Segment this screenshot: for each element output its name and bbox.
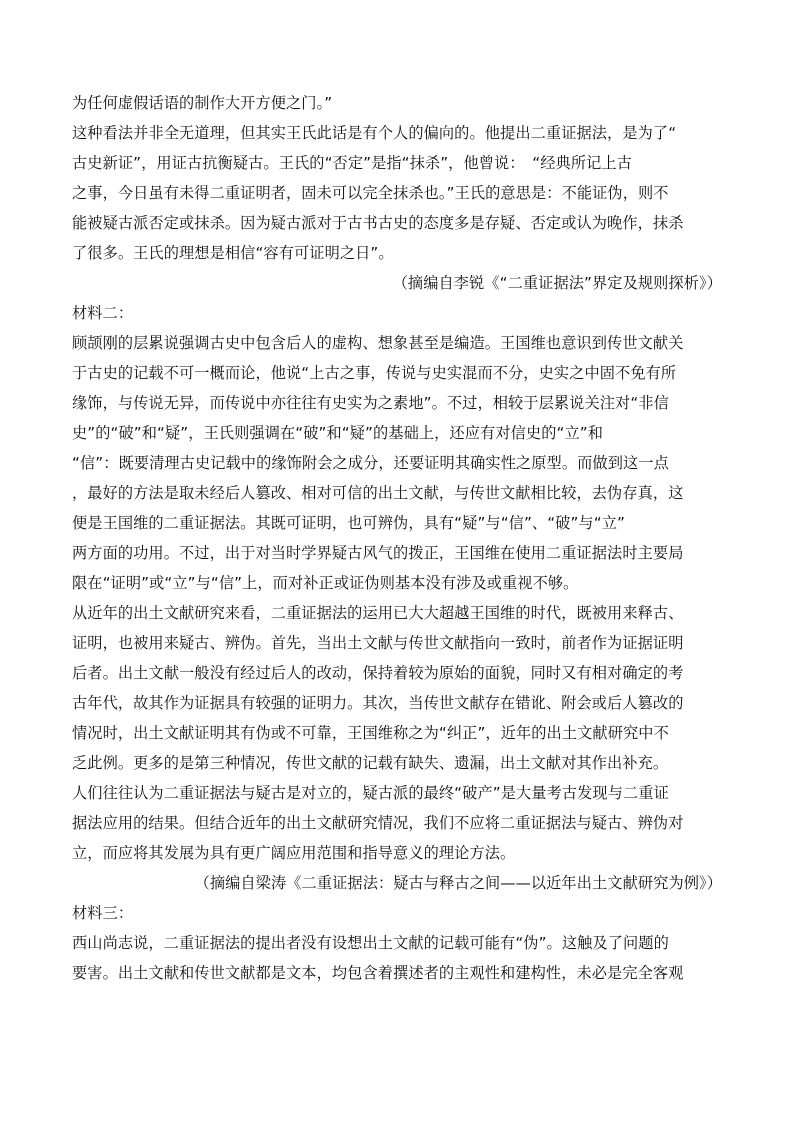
text-line: 从近年的出土文献研究来看，二重证据法的运用已大大超越王国维的时代，既被用来释古、: [72, 604, 684, 622]
text-line: 人们往往认为二重证据法与疑古是对立的，疑古派的最终“破产”是大量考古发现与二重证: [72, 784, 669, 802]
text-line: 便是王国维的二重证据法。其既可证明，也可辨伪，具有“疑”与“信”、“破”与“立”: [72, 514, 625, 532]
document-page: [72, 88, 722, 988]
text-line: 情况时，出土文献证明其有伪或不可靠，王国维称之为“纠正”，近年的出土文献研究中不: [72, 724, 669, 742]
text-line: 据法应用的结果。但结合近年的出土文献研究情况，我们不应将二重证据法与疑古、辨伪对: [72, 814, 684, 832]
text-line: “信”：既要清理古史记载中的缘饰附会之成分，还要证明其确实性之原型。而做到这一点: [72, 454, 669, 472]
section-heading: 材料二：: [72, 304, 134, 322]
text-line: 了很多。王氏的理想是相信“容有可证明之日”。: [72, 244, 394, 262]
text-line: 立，而应将其发展为具有更广阔应用范围和指导意义的理论方法。: [72, 844, 516, 862]
text-line: 限在“证明”或“立”与“信”上，而对补正或证伪则基本没有涉及或重视不够。: [72, 574, 579, 592]
text-line: 古年代，故其作为证据具有较强的证明力。其次，当传世文献存在错讹、附会或后人篡改的: [72, 694, 684, 712]
text-line: 能被疑古派否定或抹杀。因为疑古派对于古书古史的态度多是存疑、否定或认为晚作，抹杀: [72, 214, 684, 232]
text-line: 史”的“破”和“疑”，王氏则强调在“破”和“疑”的基础上，还应有对信史的“立”和: [72, 424, 603, 442]
text-line: 后者。出土文献一般没有经过后人的改动，保持着较为原始的面貌，同时又有相对确定的考: [72, 664, 684, 682]
text-line: 这种看法并非全无道理，但其实王氏此话是有个人的偏向的。他提出二重证据法，是为了“: [72, 124, 677, 142]
citation-line: （摘编自梁涛《二重证据法：疑古与释古之间——以近年出土文献研究为例》）: [194, 874, 722, 892]
text-line: 为任何虚假话语的制作大开方便之门。”: [72, 94, 333, 112]
text-line: 乏此例。更多的是第三种情况，传世文献的记载有缺失、遗漏，出土文献对其作出补充。: [72, 754, 669, 772]
text-line: 之事，今日虽有未得二重证明者，固未可以完全抹杀也。”王氏的意思是：不能证伪，则不: [72, 184, 669, 202]
text-line: 古史新证”，用证古抗衡疑古。王氏的“否定”是指“抹杀”，他曾说： “经典所记上古: [72, 154, 632, 172]
text-line: 证明，也被用来疑古、辨伪。首先，当出土文献与传世文献指向一致时，前者作为证据证明: [72, 634, 684, 652]
text-line: 两方面的功用。不过，出于对当时学界疑古风气的拨正，王国维在使用二重证据法时主要局: [72, 544, 684, 562]
text-line: 顾颉刚的层累说强调古史中包含后人的虚构、想象甚至是编造。王国维也意识到传世文献关: [72, 334, 684, 352]
text-line: ，最好的方法是取未经后人篡改、相对可信的出土文献，与传世文献相比较，去伪存真，这: [72, 484, 684, 502]
section-heading: 材料三：: [72, 904, 134, 922]
text-line: 于古史的记载不可一概而论，他说“上古之事，传说与史实混而不分，史实之中固不免有所: [72, 364, 677, 382]
text-line: 西山尚志说，二重证据法的提出者没有设想出土文献的记载可能有“伪”。这触及了问题的: [72, 934, 669, 952]
text-line: 要害。出土文献和传世文献都是文本，均包含着撰述者的主观性和建构性，未必是完全客观: [72, 964, 684, 982]
citation-line: （摘编自李锐《“二重证据法”界定及规则探析》）: [392, 274, 722, 292]
text-line: 缘饰，与传说无异，而传说中亦往往有史实为之素地”。不过，相较于层累说关注对“非信: [72, 394, 669, 412]
